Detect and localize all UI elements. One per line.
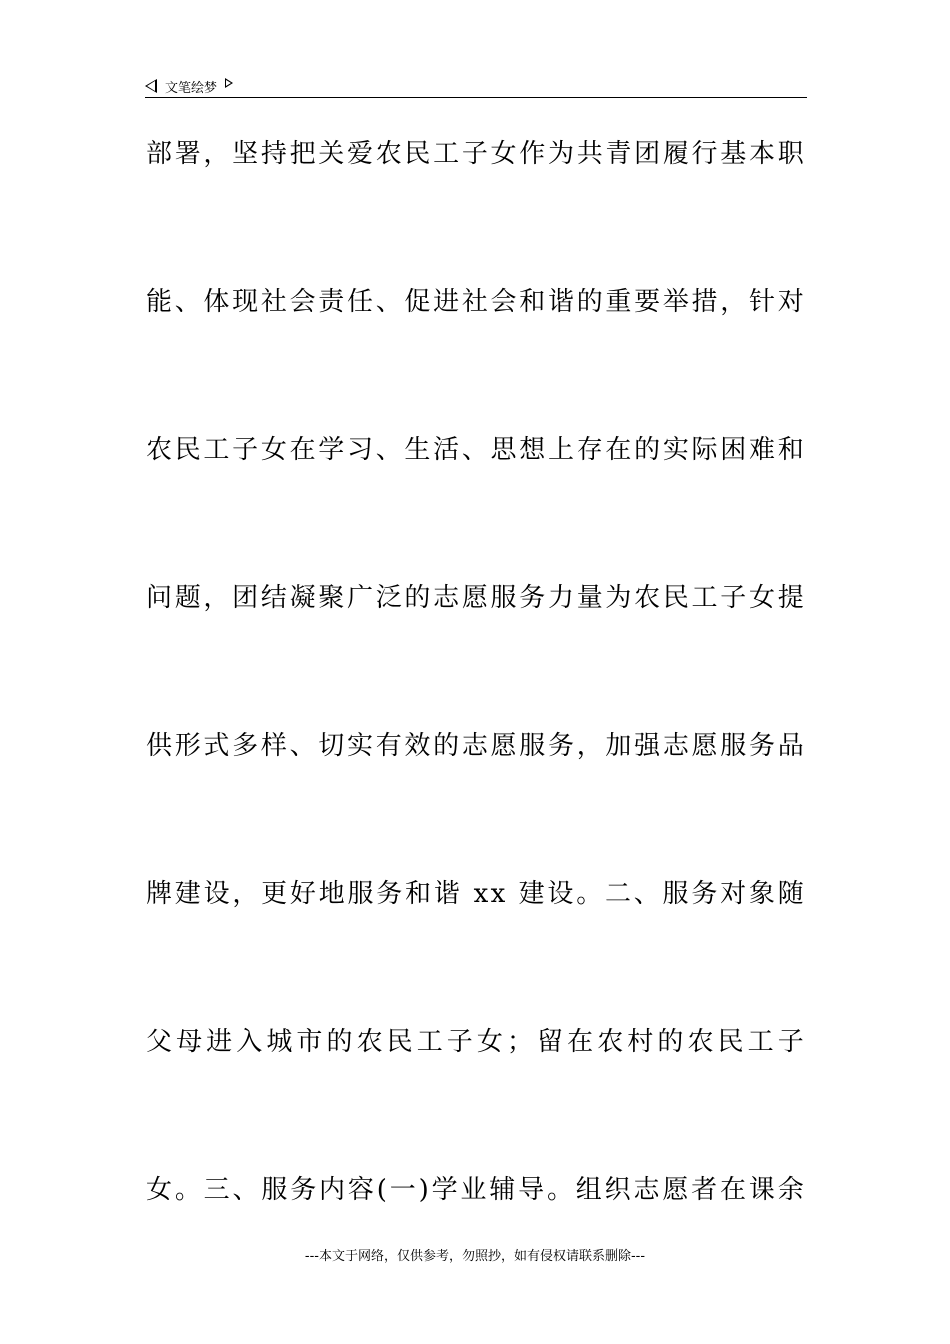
triangle-right-icon (225, 78, 233, 88)
page-footer: ---本文于网络，仅供参考，勿照抄，如有侵权请联系删除--- (304, 1249, 646, 1264)
body-line: 父母进入城市的农民工子女；留在农村的农民工子 (146, 1027, 806, 1057)
body-line: 农民工子女在学习、生活、思想上存在的实际困难和 (146, 435, 806, 465)
body-line: 能、体现社会责任、促进社会和谐的重要举措，针对 (146, 287, 806, 317)
body-line: 问题，团结凝聚广泛的志愿服务力量为农民工子女提 (146, 583, 806, 613)
header-title: 文笔绘梦 (165, 80, 218, 96)
body-line: 女。三、服务内容(一)学业辅导。组织志愿者在课余 (146, 1175, 806, 1205)
body-line: 供形式多样、切实有效的志愿服务，加强志愿服务品 (146, 731, 806, 761)
body-line: 牌建设，更好地服务和谐 xx 建设。二、服务对象随 (146, 879, 806, 909)
page-header (145, 74, 807, 98)
header-divider (145, 97, 807, 98)
body-line: 部署，坚持把关爱农民工子女作为共青团履行基本职 (146, 139, 806, 169)
document-body (146, 128, 806, 1312)
triangle-left-icon (145, 79, 157, 93)
